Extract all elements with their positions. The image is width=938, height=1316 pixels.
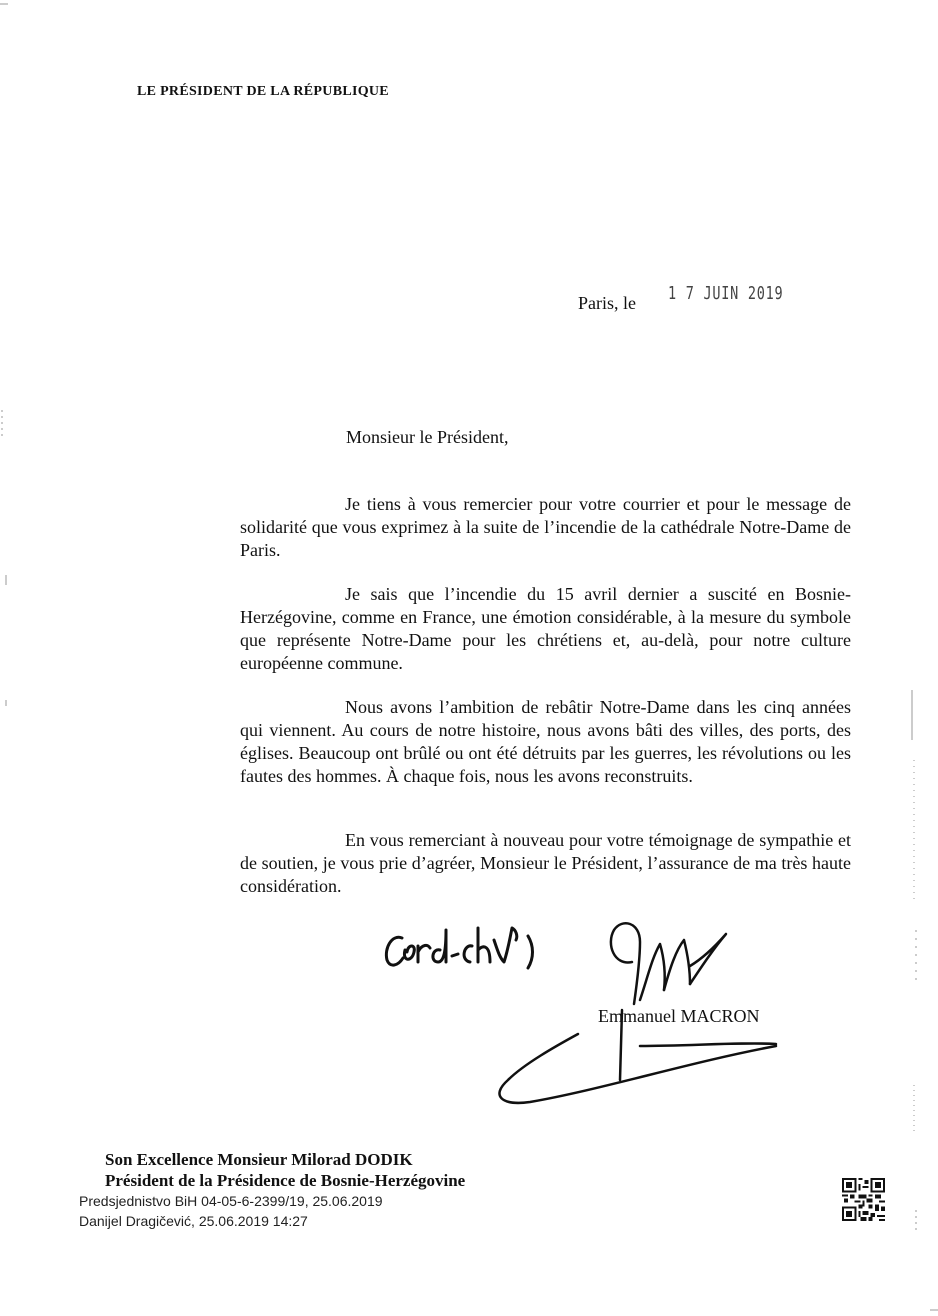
recipient-title: Président de la Présidence de Bosnie-Herzégovine: [105, 1171, 466, 1190]
salutation: Monsieur le Président,: [346, 427, 509, 447]
registry-stamp-line-1: Predsjednistvo BiH 04-05-6-2399/19, 25.06.2019: [79, 1193, 383, 1209]
registry-stamp-line-2: Danijel Dragičević, 25.06.2019 14:27: [79, 1213, 308, 1229]
date-stamp: 1 7 JUIN 2019: [668, 283, 784, 304]
letterhead: LE PRÉSIDENT DE LA RÉPUBLIQUE: [137, 84, 389, 99]
recipient-name: Son Excellence Monsieur Milorad DODIK: [105, 1150, 413, 1169]
place-label: Paris, le: [578, 293, 636, 313]
signer-name: Emmanuel MACRON: [598, 1006, 760, 1026]
paragraph-1: Je tiens à vous remercier pour votre courrier et pour le message de solidarité que vous exprimez à la suite de l’incendie de la cathédrale Notre-Dame de Paris.: [240, 494, 851, 560]
handwritten-note: [386, 928, 532, 968]
paragraph-2: Je sais que l’incendie du 15 avril dernier a suscité en Bosnie-Herzégovine, comme en France, une émotion considérable, à la mesure du symbole que représente Notre-Dame pour les chrétiens et, au-delà, pour notre culture européenne commune.: [240, 584, 851, 673]
paragraph-4: En vous remerciant à nouveau pour votre témoignage de sympathie et de soutien, je vous prie d’agréer, Monsieur le Président, l’assurance de ma très haute considération.: [240, 830, 851, 896]
qr-code-icon: [842, 1178, 885, 1221]
paragraph-3: Nous avons l’ambition de rebâtir Notre-Dame dans les cinq années qui viennent. Au cours de notre histoire, nous avons bâti des villes, des ports, des églises. Beaucoup ont brûlé ou ont été détruits par les guerres, les révolutions ou les fautes des hommes. À chaque fois, nous les avons reconstruits.: [240, 697, 851, 786]
